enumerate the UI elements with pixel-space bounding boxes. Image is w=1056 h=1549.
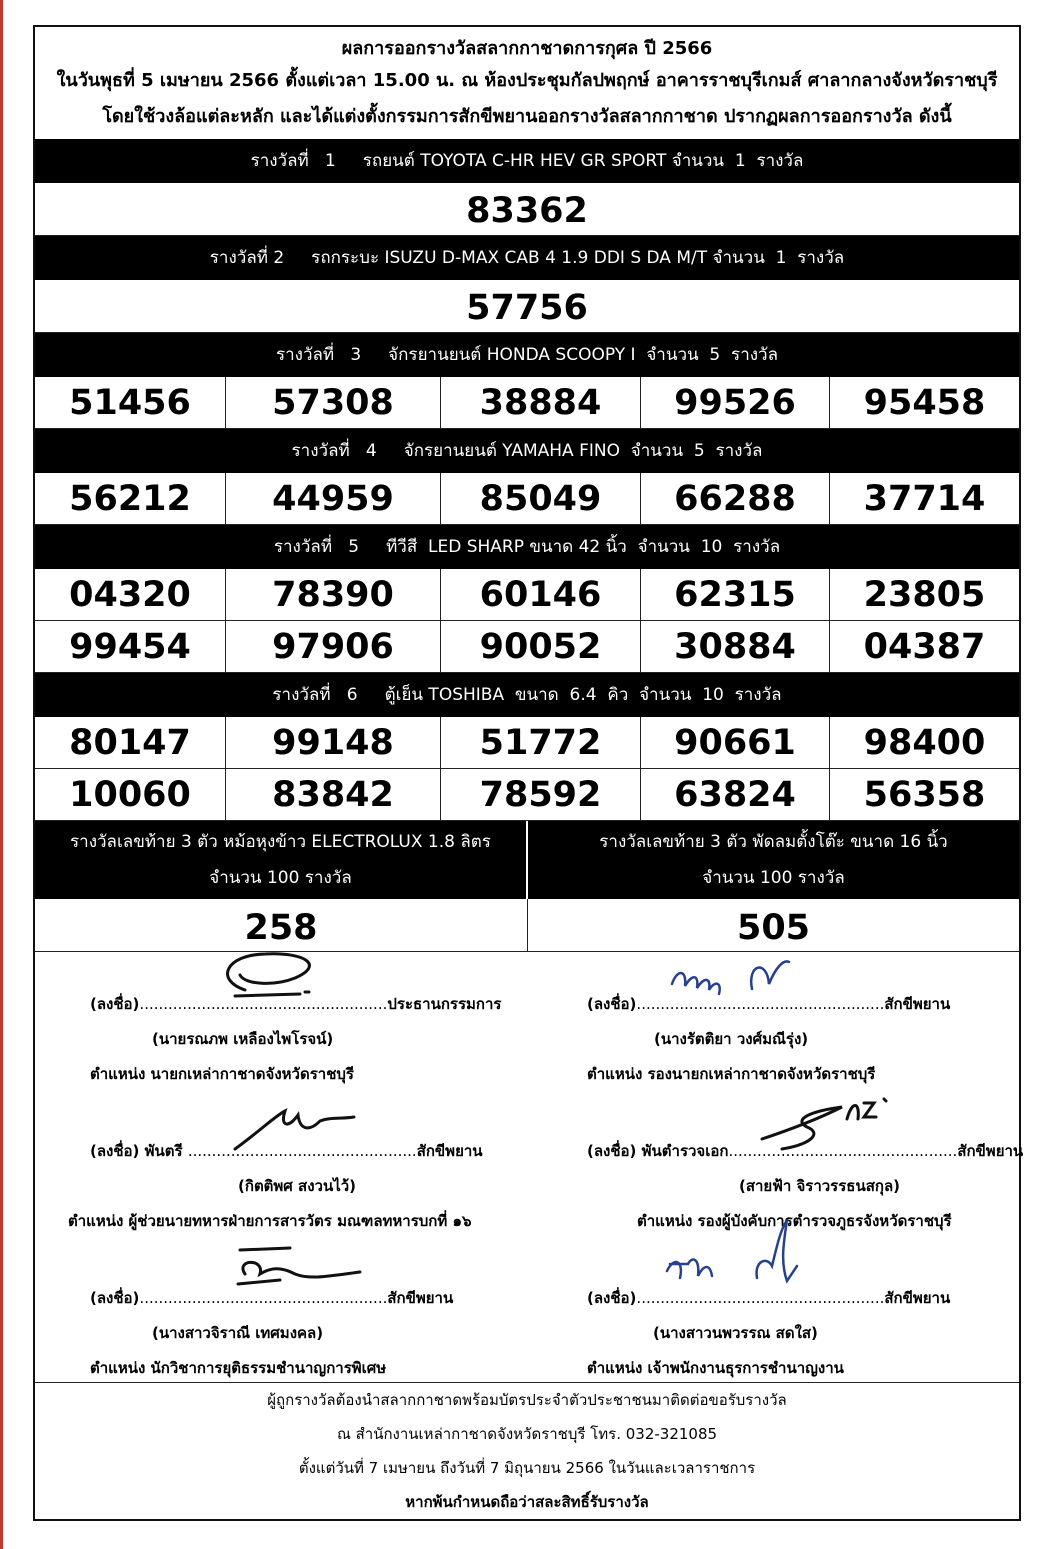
handwritten-signature [205, 950, 365, 1010]
sign-prefix: (ลงชื่อ) พันตรี [90, 1142, 183, 1160]
sign-prefix: (ลงชื่อ) [90, 1289, 140, 1307]
signer-position: ตำแหน่ง นักวิชาการยุติธรรมชำนาญการพิเศษ [90, 1359, 387, 1377]
prize-3-number: 95458 [863, 383, 986, 423]
sign-dots: .................................................... [139, 1289, 388, 1307]
signer-name: (นางสาวจิราณี เทศมงคล) [152, 1324, 324, 1342]
prize-5-number: 90052 [441, 621, 641, 672]
prize-5-number: 97906 [226, 621, 441, 672]
signer-name: (นายรณภพ เหลืองไพโรจน์) [152, 1030, 334, 1048]
prize-6-number: 56358 [863, 775, 986, 815]
prize-3-number: 57308 [226, 377, 441, 428]
prize-5-title: รางวัลที่ 5 ทีวีสี LED SHARP ขนาด 42 นิ้ว จำนวน 10 รางวัล [35, 525, 1019, 569]
handwritten-signature [230, 1101, 380, 1156]
prize-3-number: 51456 [35, 377, 226, 428]
signer-position: ตำแหน่ง รองนายกเหล่ากาชาดจังหวัดราชบุรี [587, 1065, 876, 1083]
suffix-prize-count-line: จำนวน 100 รางวัล [702, 868, 845, 888]
prize-5-number: 23805 [863, 575, 986, 615]
prize-6-number: 83842 [226, 769, 441, 820]
prize-6-number: 78592 [441, 769, 641, 820]
suffix-prizes-numbers [35, 899, 1019, 952]
prize-6-title: รางวัลที่ 6 ตู้เย็น TOSHIBA ขนาด 6.4 คิว จำนวน 10 รางวัล [35, 673, 1019, 717]
signer-name: (นางรัตติยา วงศ์มณีรุ่ง) [654, 1030, 809, 1048]
page-edge-mark [0, 0, 3, 1549]
prize-4-title: รางวัลที่ 4 จักรยานยนต์ YAMAHA FINO จำนวน 5 รางวัล [35, 429, 1019, 473]
prize-2-number: 57756 [35, 280, 1019, 333]
signer-name: (กิตติพศ สงวนไว้) [238, 1177, 357, 1195]
sign-role: สักขีพยาน [387, 1289, 454, 1307]
sign-role: สักขีพยาน [957, 1142, 1024, 1160]
suffix-prize-fan-title [528, 821, 1019, 899]
signer-position: ตำแหน่ง นายกเหล่ากาชาดจังหวัดราชบุรี [90, 1065, 354, 1083]
prize-4-number: 44959 [226, 473, 441, 524]
suffix-prizes-header [35, 821, 1019, 899]
prize-3-title: รางวัลที่ 3 จักรยานยนต์ HONDA SCOOPY I จำนวน 5 รางวัล [35, 333, 1019, 377]
handwritten-signature [667, 954, 837, 1009]
sign-prefix: (ลงชื่อ) [587, 1289, 637, 1307]
header-title: ผลการออกรางวัลสลากกาชาดการกุศล ปี 2566 [341, 38, 713, 59]
handwritten-signature [210, 1244, 370, 1299]
prize-1-title: รางวัลที่ 1 รถยนต์ TOYOTA C-HR HEV GR SPORT จำนวน 1 รางวัล [35, 139, 1019, 183]
prize-5-number: 78390 [226, 569, 441, 620]
sign-prefix: (ลงชื่อ) พันตำรวจเอก [587, 1142, 729, 1160]
suffix-prize-title-line: รางวัลเลขท้าย 3 ตัว พัดลมตั้งโต๊ะ ขนาด 16 นิ้ว [599, 832, 948, 852]
handwritten-signature [662, 1216, 822, 1296]
prize-5-number: 04320 [35, 569, 226, 620]
prize-5-number: 60146 [441, 569, 641, 620]
suffix-prize-fan-number: 505 [736, 908, 811, 948]
sign-prefix: (ลงชื่อ) [90, 995, 140, 1013]
prize-2-title: รางวัลที่ 2 รถกระบะ ISUZU D-MAX CAB 4 1.9 DDI S DA M/T จำนวน 1 รางวัล [35, 236, 1019, 280]
prize-3-number: 38884 [441, 377, 641, 428]
suffix-prize-title-line: รางวัลเลขท้าย 3 ตัว หม้อหุงข้าว ELECTROLUX 1.8 ลิตร [70, 832, 491, 852]
header-method: โดยใช้วงล้อแต่ละหลัก และได้แต่งตั้งกรรมการสักขีพยานออกรางวัลสลากกาชาด ปรากฏผลการออกรางวัล ดังนี้ [102, 106, 952, 127]
sign-dots: ................................................ [728, 1142, 958, 1160]
prize-6-number: 90661 [641, 717, 830, 768]
prize-3-number: 99526 [641, 377, 830, 428]
prize-5-number: 04387 [863, 627, 986, 667]
signer-position: ตำแหน่ง เจ้าพนักงานธุรการชำนาญงาน [587, 1359, 844, 1377]
prize-6-number: 51772 [441, 717, 641, 768]
sign-role: สักขีพยาน [884, 1289, 951, 1307]
sign-role: สักขีพยาน [416, 1142, 483, 1160]
header-date-venue: ในวันพุธที่ 5 เมษายน 2566 ตั้งแต่เวลา 15.00 น. ณ ห้องประชุมกัลปพฤกษ์ อาคารราชบุรีเกมส์ ศาลากลางจังหวัดราชบุรี [56, 70, 998, 91]
sign-dots: .................................................... [636, 995, 885, 1013]
footer-line: ณ สำนักงานเหล่ากาชาดจังหวัดราชบุรี โทร. 032-321085 [336, 1425, 718, 1443]
prize-6-number: 10060 [35, 769, 226, 820]
prize-4-number: 66288 [641, 473, 830, 524]
prize-6-row [35, 717, 1019, 769]
signer-position: ตำแหน่ง รองผู้บังคับการตำรวจภูธรจังหวัดราชบุรี [637, 1212, 952, 1230]
sign-dots: ................................................ [187, 1142, 417, 1160]
prize-4-number: 37714 [863, 479, 986, 519]
suffix-prize-rice-cooker-number: 258 [35, 899, 528, 951]
suffix-prize-rice-cooker-title [35, 821, 528, 899]
signature-section [35, 952, 1024, 1383]
signer-position: ตำแหน่ง ผู้ช่วยนายทหารฝ่ายการสารวัตร มณฑลทหารบกที่ ๑๖ [68, 1212, 472, 1230]
sign-role: สักขีพยาน [884, 995, 951, 1013]
prize-5-number: 62315 [641, 569, 830, 620]
footer-line: ผู้ถูกรางวัลต้องนำสลากกาชาดพร้อมบัตรประจำตัวประชาชนมาติดต่อขอรับรางวัล [267, 1391, 787, 1409]
sign-dots: .................................................... [636, 1289, 885, 1307]
prize-6-row [35, 769, 1019, 821]
sign-role: ประธานกรรมการ [387, 995, 502, 1013]
prize-4-row [35, 473, 1019, 525]
prize-5-row [35, 569, 1019, 621]
prize-1-number: 83362 [35, 183, 1019, 236]
signer-name: (สายฟ้า จิราวรรธนสกุล) [739, 1177, 900, 1195]
prize-6-number: 98400 [863, 723, 986, 763]
sign-dots: .................................................... [139, 995, 388, 1013]
prize-5-row [35, 621, 1019, 673]
sign-prefix: (ลงชื่อ) [587, 995, 637, 1013]
footer-line: ตั้งแต่วันที่ 7 เมษายน ถึงวันที่ 7 มิถุนายน 2566 ในวันและเวลาราชการ [298, 1459, 756, 1477]
signer-name: (นางสาวนพวรรณ สดใส) [653, 1324, 818, 1342]
prize-5-number: 99454 [35, 621, 226, 672]
prize-3-row [35, 377, 1019, 429]
suffix-prize-count-line: จำนวน 100 รางวัล [209, 868, 352, 888]
prize-6-number: 63824 [641, 769, 830, 820]
prize-4-number: 56212 [35, 473, 226, 524]
prize-6-number: 80147 [35, 717, 226, 768]
prize-4-number: 85049 [441, 473, 641, 524]
footer-notice [35, 1383, 1019, 1519]
prize-6-number: 99148 [226, 717, 441, 768]
prize-5-number: 30884 [641, 621, 830, 672]
footer-warning: หากพ้นกำหนดถือว่าสละสิทธิ์รับรางวัล [405, 1493, 649, 1511]
lottery-result-sheet [33, 25, 1024, 1521]
handwritten-signature [752, 1089, 902, 1157]
